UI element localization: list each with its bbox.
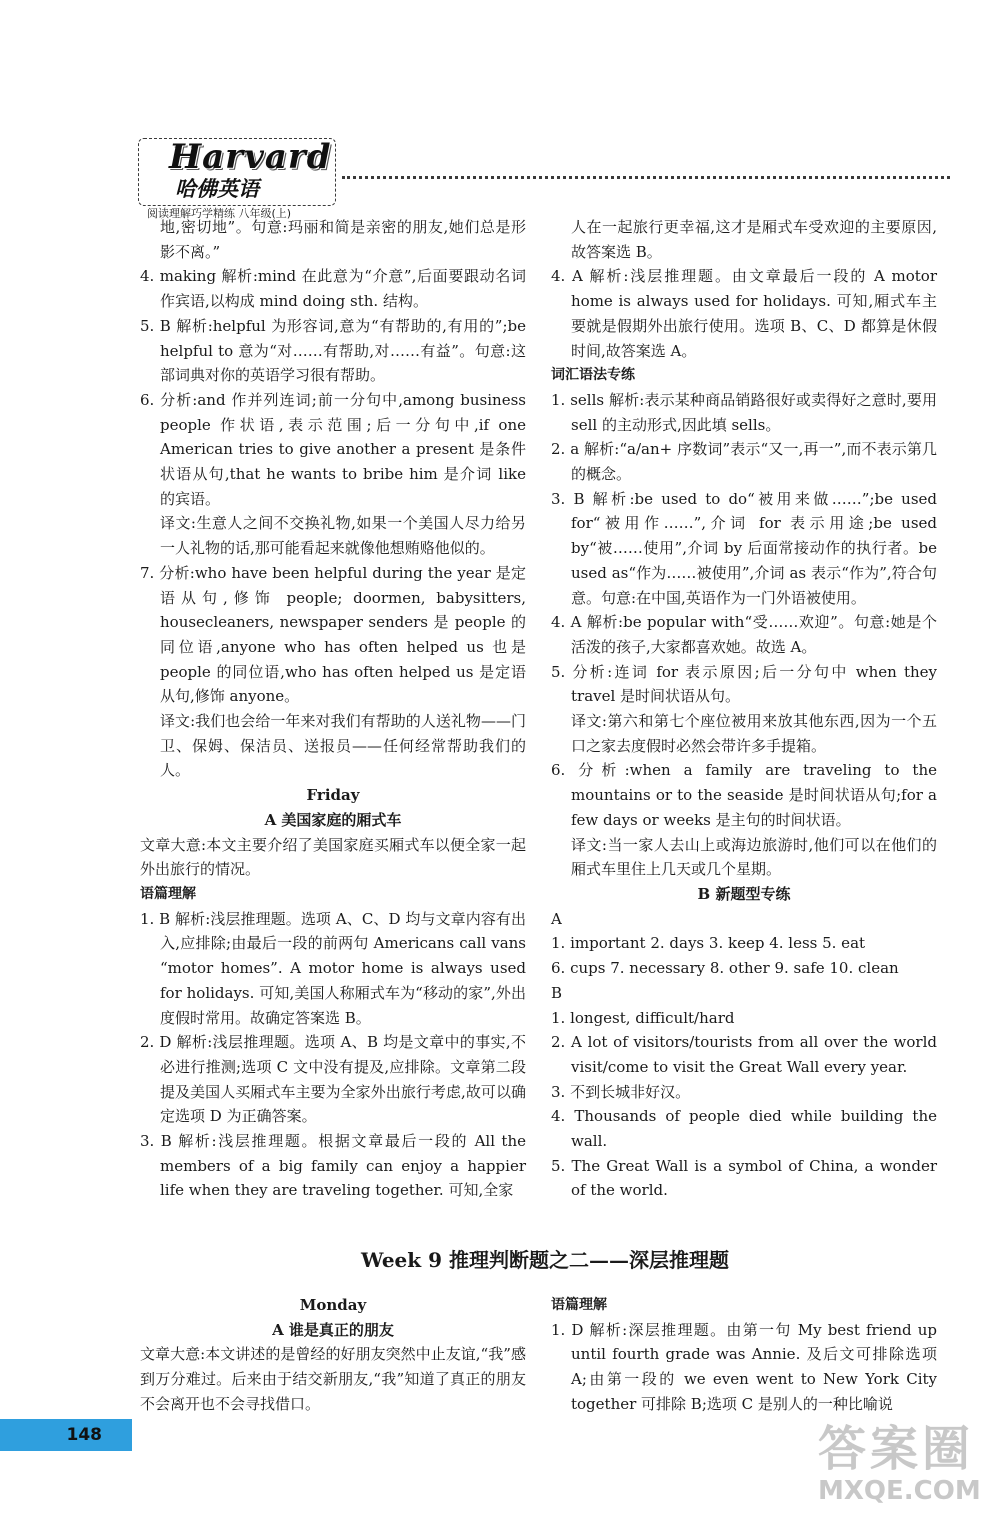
answer-paragraph: B [551, 983, 563, 1002]
answer-paragraph: 1. D 解析:深层推理题。由第一句 My best friend up until fourth grade was Annie. 及后文可排除选项 A;由第一段的 we even went to New York City together 可排除 B;选项 C 是别人的一种比喻说 [551, 1320, 937, 1413]
answer-paragraph: 4. A 解析:浅层推理题。由文章最后一段的 A motor home is always used for holidays. 可知,厢式车主要就是假期外出旅行使用。选项 B、C、D 都算是休假时间,故答案选 A。 [551, 267, 937, 360]
logo-brand-cn: 哈佛英语 [175, 177, 259, 201]
answer-paragraph: 1. sells 解析:表示某种商品销路很好或卖得好之意时,要用 sell 的主动形式,因此填 sells。 [551, 390, 937, 434]
answer-paragraph: A [551, 909, 562, 928]
header-dotted-rule [342, 176, 950, 179]
series-logo [138, 137, 336, 220]
answer-paragraph: 译文:生意人之间不交换礼物,如果一个美国人尽力给另一人礼物的话,那可能看起来就像他想贿赂他似的。 [160, 514, 526, 558]
answer-paragraph: A 美国家庭的厢式车 [264, 810, 402, 829]
watermark-line1: 答案圈 [818, 1421, 975, 1477]
answer-paragraph: 人在一起旅行更幸福,这才是厢式车受欢迎的主要原因,故答案选 B。 [571, 218, 937, 261]
answer-paragraph: Friday [306, 786, 360, 805]
answer-paragraph: 词汇语法专练 [551, 367, 635, 384]
answer-paragraph: 语篇理解 [551, 1297, 607, 1313]
answer-paragraph: 4. A 解析:be popular with“受……欢迎”。句意:她是个活泼的孩子,大家都喜欢她。故选 A。 [551, 613, 937, 656]
logo-brand: Harvard [169, 137, 332, 177]
answer-paragraph: 7. 分析:who have been helpful during the year 是定语从句,修饰 people; doormen, babysitters, housecleaners, newspaper senders 是 people 的同位语,anyone who has often helped us 也是 people 的同位语,who has often helped us 是定语从句,修饰 anyone。 [140, 563, 526, 706]
right-column-top [551, 215, 937, 1203]
left-column-top [140, 215, 526, 1203]
answer-paragraph: 1. important 2. days 3. keep 4. less 5. eat [551, 934, 866, 953]
answer-paragraph: 3. 不到长城非好汉。 [551, 1082, 691, 1101]
answer-paragraph: 6. cups 7. necessary 8. other 9. safe 10. clean [551, 959, 899, 978]
right-column-bottom [551, 1293, 937, 1417]
answer-paragraph: 5. 分析:连词 for 表示原因;后一分句中 when they travel 是时间状语从句。 [551, 662, 937, 706]
answer-paragraph: 1. longest, difficult/hard [551, 1008, 735, 1027]
answer-paragraph: 地,密切地”。句意:玛丽和简是亲密的朋友,她们总是形影不离。” [160, 218, 526, 261]
answer-paragraph: 5. B 解析:helpful 为形容词,意为“有帮助的,有用的”;be helpful to 意为“对……有帮助,对……有益”。句意:这部词典对你的英语学习很有帮助。 [140, 316, 526, 385]
answer-paragraph: 2. A lot of visitors/tourists from all over the world visit/come to visit the Great Wall every year. [551, 1033, 937, 1076]
answer-paragraph: 译文:当一家人去山上或海边旅游时,他们可以在他们的厢式车里住上几天或几个星期。 [571, 835, 937, 879]
answer-paragraph: 2. a 解析:“a/an+ 序数词”表示“又一,再一”,而不表示第几的概念。 [551, 440, 937, 484]
answer-paragraph: B 新题型专练 [697, 884, 791, 903]
watermark [818, 1422, 990, 1516]
answer-paragraph: 文章大意:本文主要介绍了美国家庭买厢式车以便全家一起外出旅行的情况。 [140, 835, 526, 879]
page-number: 148 [0, 1419, 132, 1451]
answer-paragraph: 3. B 解析:浅层推理题。根据文章最后一段的 All the members of a big family can enjoy a happier life when they are traveling together. 可知,全家 [140, 1132, 526, 1200]
answer-paragraph: 2. D 解析:浅层推理题。选项 A、B 均是文章中的事实,不必进行推测;选项 C 文中没有提及,应排除。文章第二段提及美国人买厢式车主要为全家外出旅行考虑,故可以确定选项 D 为正确答案。 [140, 1033, 526, 1126]
answer-paragraph: 6. 分析:and 作并列连词;前一分句中,among business people 作状语,表示范围;后一分句中,if one American tries to give another a present 是条件状语从句,that he wants to bribe him 是介词 like 的宾语。 [140, 390, 526, 508]
watermark-line2: MXQE.COM [818, 1476, 981, 1506]
answer-paragraph: Monday [299, 1296, 367, 1314]
answer-paragraph: 4. Thousands of people died while building the wall. [551, 1107, 937, 1151]
answer-paragraph: 译文:我们也会给一年来对我们有帮助的人送礼物——门卫、保姆、保洁员、送报员——任何经常帮助我们的人。 [160, 712, 526, 780]
answer-paragraph: A 谁是真正的朋友 [272, 1320, 394, 1339]
answer-paragraph: 译文:第六和第七个座位被用来放其他东西,因为一个五口之家去度假时必然会带许多手提箱。 [571, 712, 937, 755]
left-column-bottom [140, 1293, 526, 1417]
answer-paragraph: 语篇理解 [140, 885, 196, 902]
page-header [138, 122, 958, 220]
book-subtitle: 阅读理解巧学精练 八年级(上) [147, 207, 292, 220]
answer-paragraph: 文章大意:本文讲述的是曾经的好朋友突然中止友谊,“我”感到万分难过。后来由于结交新朋友,“我”知道了真正的朋友不会离开也不会寻找借口。 [140, 1345, 526, 1413]
answer-paragraph: 5. The Great Wall is a symbol of China, a wonder of the world. [551, 1156, 937, 1200]
answer-paragraph: 1. B 解析:浅层推理题。选项 A、C、D 均与文章内容有出入,应排除;由最后一段的前两句 Americans call vans “motor homes”. A motor home is always used for holidays. 可知,美国人称厢式车为“移动的家”,外出度假时常用。故确定答案选 B。 [140, 909, 526, 1027]
answer-paragraph: 3. B 解析:be used to do“被用来做……”;be used for“被用作……”,介词 for 表示用途;be used by“被……使用”,介词 by 后面常接动作的执行者。be used as“作为……被使用”,介词 as 表示“作为”,符合句意。句意:在中国,英语作为一门外语被使用。 [551, 489, 937, 607]
section-title: Week 9 推理判断题之二——深层推理题 [361, 1248, 729, 1272]
answer-paragraph: 6. 分析:when a family are traveling to the mountains or to the seaside 是时间状语从句;for a few days or weeks 是主句的时间状语。 [551, 761, 937, 829]
answer-paragraph: 4. making 解析:mind 在此意为“介意”,后面要跟动名词作宾语,以构成 mind doing sth. 结构。 [140, 267, 526, 311]
